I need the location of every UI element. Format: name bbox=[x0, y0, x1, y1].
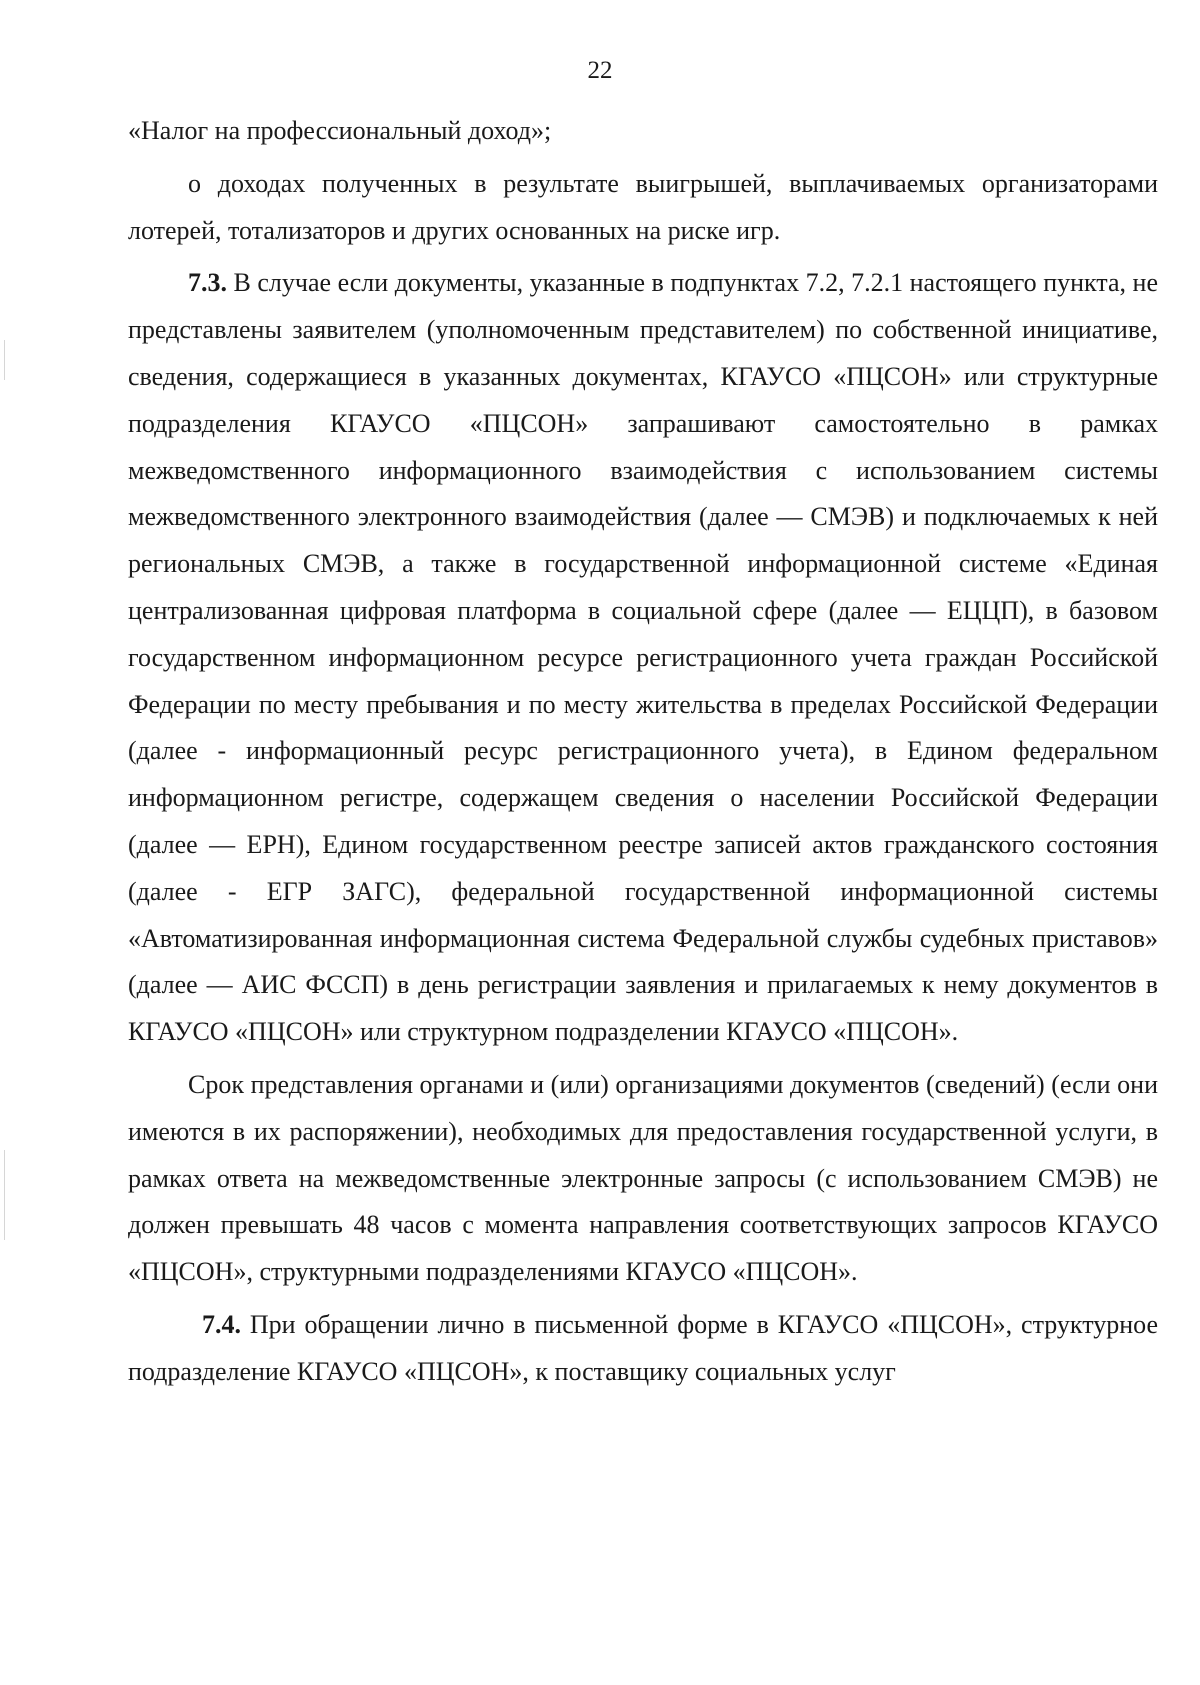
scan-margin-line bbox=[4, 340, 5, 380]
scan-margin-line bbox=[4, 1150, 5, 1240]
clause-number: 7.3. bbox=[188, 268, 227, 298]
page-number: 22 bbox=[587, 57, 613, 84]
paragraph-winnings: о доходах полученных в результате выигрышей, выплачиваемых организаторами лотерей, тотализаторов и других основанных на риске игр. bbox=[128, 168, 1158, 245]
clause-number: 7.4. bbox=[202, 1309, 241, 1339]
document-body bbox=[128, 108, 1158, 1402]
paragraph-7-4 bbox=[128, 1302, 1158, 1396]
clause-text: В случае если документы, указанные в подпунктах 7.2, 7.2.1 настоящего пункта, не представлены заявителем (уполномоченным представителем) по собственной инициативе, сведения, содержащиеся в указанных документах, КГАУСО «ПЦСОН» или структурные подразделения КГАУСО «ПЦСОН» запрашивают самостоятельно в рамках межведомственного информационного взаимодействия с использованием системы межведомственного электронного взаимодействия (далее — СМЭВ) и подключаемых к ней региональных СМЭВ, а также в государственной информационной системе «Единая централизованная цифровая платформа в социальной сфере (далее — ЕЦЦП), в базовом государственном информационном ресурсе регистрационного учета граждан Российской Федерации по месту пребывания и по месту жительства в пределах Российской Федерации (далее - информационный ресурс регистрационного учета), в Едином федеральном информационном регистре, содержащем сведения о населении Российской Федерации (далее — ЕРН), Едином государственном реестре записей актов гражданского состояния (далее - ЕГР ЗАГС), федеральной государственной информационной системы «Автоматизированная информационная система Федеральной службы судебных приставов» (далее — АИС ФССП) в день регистрации заявления и прилагаемых к нему документов в КГАУСО «ПЦСОН» или структурном подразделении КГАУСО «ПЦСОН». bbox=[128, 268, 1158, 1047]
clause-text: При обращении лично в письменной форме в КГАУСО «ПЦСОН», структурное подразделение КГАУСО «ПЦСОН», к поставщику социальных услуг bbox=[128, 1309, 1158, 1386]
paragraph-tax: «Налог на профессиональный доход»; bbox=[128, 116, 552, 145]
paragraph-deadline: Срок представления органами и (или) организациями документов (сведений) (если они имеются в их распоряжении), необходимых для предоставления государственной услуги, в рамках ответа на межведомственные электронные запросы (с использованием СМЭВ) не должен превышать 48 часов с момента направления соответствующих запросов КГАУСО «ПЦСОН», структурными подразделениями КГАУСО «ПЦСОН». bbox=[128, 1069, 1158, 1287]
paragraph-7-3 bbox=[128, 260, 1158, 1056]
